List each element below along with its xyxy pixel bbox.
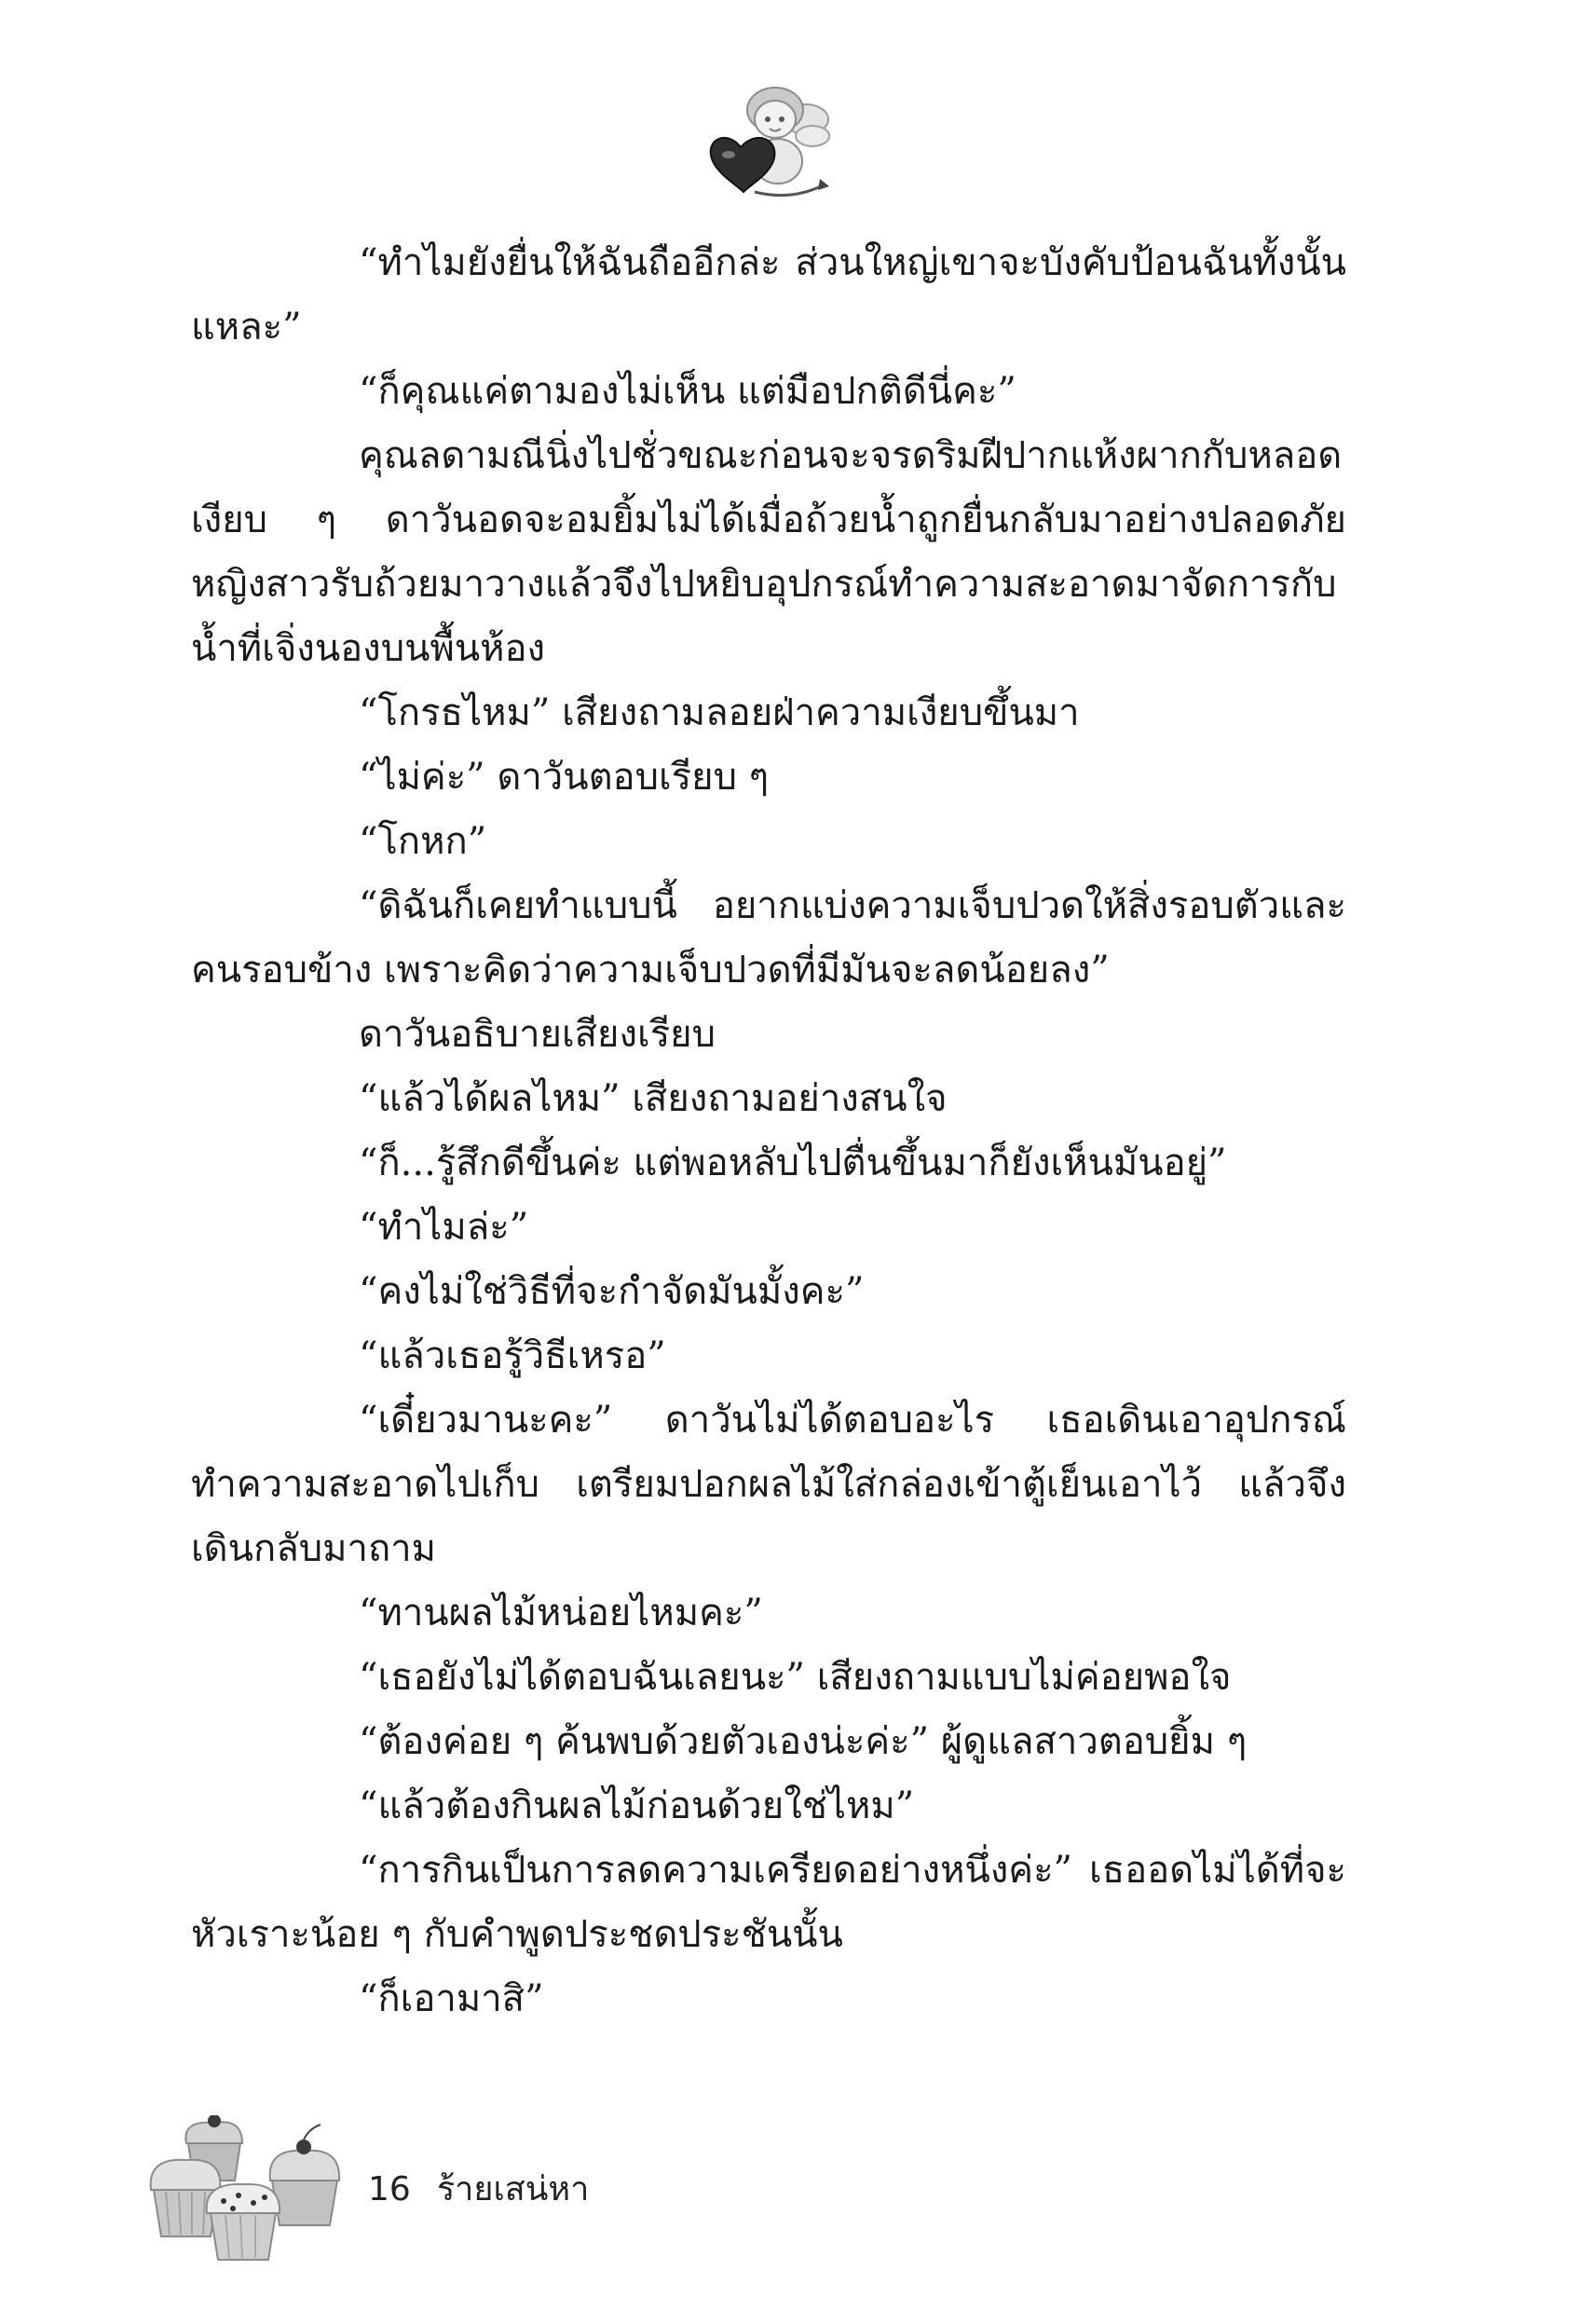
paragraph-3: คุณลดามณีนิ่งไปชั่วขณะก่อนจะจรดริมฝีปากแห้งผากกับหลอดเงียบ ๆ ดาวันอดจะอมยิ้มไม่ได้เมื่อถ้วยน้ำถูกยื่นกลับมาอย่างปลอดภัย หญิงสาวรับถ้วยมาวางแล้วจึงไปหยิบอุปกรณ์ทำความสะอาดมาจัดการกับน้ำที่เจิ่งนองบนพื้นห้อง (191, 434, 1346, 670)
paragraph-2: “ก็คุณแค่ตามองไม่เห็น แต่มือปกติดีนี่คะ” (359, 370, 1016, 413)
paragraph-17: “ต้องค่อย ๆ ค้นพบด้วยตัวเองน่ะค่ะ” ผู้ดูแลสาวตอบยิ้ม ๆ (359, 1720, 1248, 1763)
paragraph-11: “ทำไมล่ะ” (359, 1206, 529, 1249)
paragraph-8: ดาวันอธิบายเสียงเรียบ (359, 1013, 716, 1056)
paragraph-9: “แล้วได้ผลไหม” เสียงถามอย่างสนใจ (359, 1077, 948, 1120)
paragraph-19: “การกินเป็นการลดความเครียดอย่างหนึ่งค่ะ” เธออดไม่ได้ที่จะหัวเราะน้อย ๆ กับคำพูดประชดประชันนั้น (191, 1849, 1346, 1956)
paragraph-14: “เดี๋ยวมานะคะ” ดาวันไม่ได้ตอบอะไร เธอเดินเอาอุปกรณ์ทำความสะอาดไปเก็บ เตรียมปอกผลไม้ใส่กล่องเข้าตู้เย็นเอาไว้ แล้วจึงเดินกลับมาถาม (191, 1399, 1346, 1570)
page-number: 16 (368, 2170, 411, 2208)
paragraph-18: “แล้วต้องกินผลไม้ก่อนด้วยใช่ไหม” (359, 1785, 915, 1827)
paragraph-13: “แล้วเธอรู้วิธีเหรอ” (359, 1334, 666, 1377)
paragraph-16: “เธอยังไม่ได้ตอบฉันเลยนะ” เสียงถามแบบไม่ค่อยพอใจ (359, 1656, 1232, 1699)
paragraph-6: “โกหก” (359, 820, 487, 863)
paragraph-5: “ไม่ค่ะ” ดาวันตอบเรียบ ๆ (359, 756, 770, 799)
cupid-heart-icon (689, 82, 839, 203)
paragraph-12: “คงไม่ใช่วิธีที่จะกำจัดมันมั้งคะ” (359, 1270, 865, 1313)
cupcakes-icon (149, 2115, 345, 2264)
paragraph-1: “ทำไมยังยื่นให้ฉันถืออีกล่ะ ส่วนใหญ่เขาจะบังคับป้อนฉันทั้งนั้นแหละ” (191, 241, 1346, 349)
book-title: ร้ายเสน่หา (436, 2170, 590, 2208)
paragraph-7: “ดิฉันก็เคยทำแบบนี้ อยากแบ่งความเจ็บปวดให้สิ่งรอบตัวและคนรอบข้าง เพราะคิดว่าความเจ็บปวดที่มีมันจะลดน้อยลง” (191, 884, 1346, 991)
page-footer (368, 2162, 589, 2215)
paragraph-20: “ก็เอามาสิ” (359, 1977, 544, 2020)
paragraph-10: “ก็...รู้สึกดีขึ้นค่ะ แต่พอหลับไปตื่นขึ้นมาก็ยังเห็นมันอยู่” (359, 1142, 1227, 1184)
paragraph-15: “ทานผลไม้หน่อยไหมคะ” (359, 1592, 763, 1634)
paragraph-4: “โกรธไหม” เสียงถามลอยฝ่าความเงียบขึ้นมา (359, 691, 1080, 734)
body-text (191, 231, 1346, 2031)
